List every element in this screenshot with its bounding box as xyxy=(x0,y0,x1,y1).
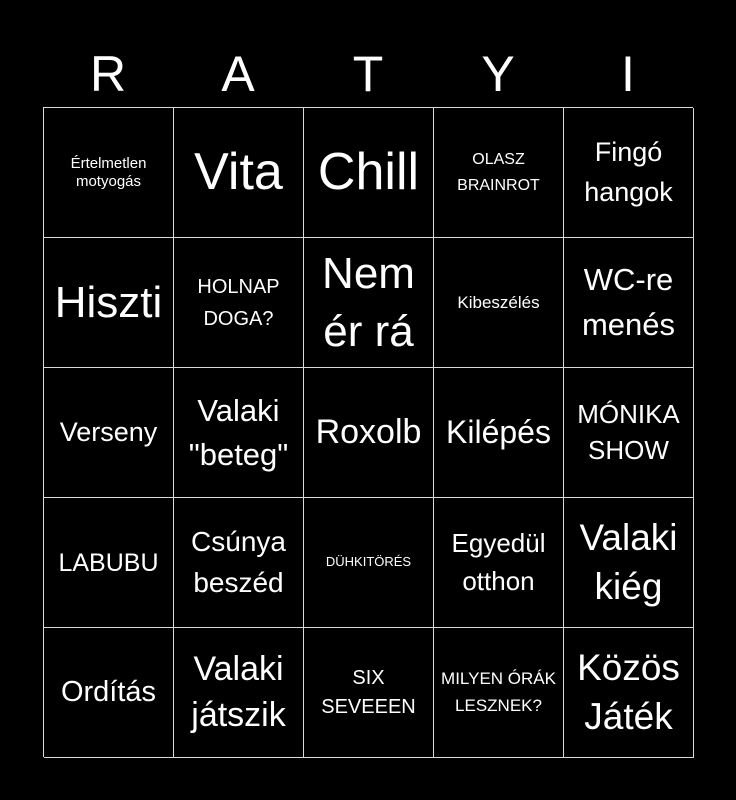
bingo-cell[interactable] xyxy=(44,108,174,238)
cell-text: Kilépés xyxy=(446,414,551,451)
cell-text: Közös Játék xyxy=(577,647,680,737)
cell-text: Verseny xyxy=(59,417,158,448)
bingo-cell[interactable] xyxy=(44,368,174,498)
cell-text: Valaki "beteg" xyxy=(188,393,289,472)
bingo-cell[interactable] xyxy=(434,238,564,368)
bingo-cell[interactable] xyxy=(304,368,434,498)
bingo-cell[interactable] xyxy=(304,628,434,758)
bingo-cell[interactable] xyxy=(174,628,304,758)
cell-text: HOLNAP DOGA? xyxy=(197,275,280,330)
bingo-board xyxy=(43,107,693,757)
bingo-cell[interactable] xyxy=(564,628,694,758)
bingo-cell[interactable] xyxy=(304,238,434,368)
cell-text: Vita xyxy=(194,143,283,202)
header-letter-i: I xyxy=(621,46,635,102)
header-letter-y: Y xyxy=(481,46,515,102)
bingo-cell[interactable] xyxy=(44,238,174,368)
cell-text: Valaki kiég xyxy=(579,517,678,607)
bingo-cell[interactable] xyxy=(174,108,304,238)
cell-text: Egyedül otthon xyxy=(451,527,546,596)
header-letter-r: R xyxy=(89,46,127,102)
cell-text: MÓNIKA SHOW xyxy=(577,399,680,465)
bingo-header xyxy=(43,40,693,108)
bingo-cell[interactable] xyxy=(564,108,694,238)
cell-text: Értelmetlen motyogás xyxy=(70,155,147,190)
cell-text: SIX SEVEEEN xyxy=(321,666,416,718)
bingo-cell[interactable] xyxy=(564,498,694,628)
cell-text: Fingó hangok xyxy=(584,137,673,207)
bingo-cell[interactable] xyxy=(304,498,434,628)
bingo-cell[interactable] xyxy=(44,628,174,758)
bingo-cell[interactable] xyxy=(564,238,694,368)
bingo-cell[interactable] xyxy=(564,368,694,498)
cell-text: Csúnya beszéd xyxy=(191,525,286,598)
cell-text: MILYEN ÓRÁK LESZNEK? xyxy=(441,669,556,715)
bingo-cell[interactable] xyxy=(304,108,434,238)
cell-text: LABUBU xyxy=(58,548,159,577)
cell-text: OLASZ BRAINROT xyxy=(457,150,540,194)
cell-text: Valaki játszik xyxy=(191,649,286,734)
cell-text: Nem ér rá xyxy=(322,249,415,356)
bingo-cell[interactable] xyxy=(174,238,304,368)
cell-text: Ordítás xyxy=(60,675,157,708)
cell-text: WC-re menés xyxy=(581,261,676,342)
cell-text: Roxolb xyxy=(315,413,422,452)
cell-text: Hiszti xyxy=(54,277,163,327)
bingo-cell[interactable] xyxy=(434,108,564,238)
header-letter-a: A xyxy=(221,46,255,102)
bingo-cell[interactable] xyxy=(174,498,304,628)
bingo-cell[interactable] xyxy=(434,628,564,758)
bingo-cell[interactable] xyxy=(434,368,564,498)
bingo-cell[interactable] xyxy=(174,368,304,498)
bingo-cell[interactable] xyxy=(44,498,174,628)
cell-text: Kibeszélés xyxy=(457,292,540,312)
cell-text: DÜHKITÖRÉS xyxy=(325,554,412,570)
bingo-cell[interactable] xyxy=(434,498,564,628)
cell-text: Chill xyxy=(317,143,420,202)
header-letter-t: T xyxy=(352,46,384,102)
